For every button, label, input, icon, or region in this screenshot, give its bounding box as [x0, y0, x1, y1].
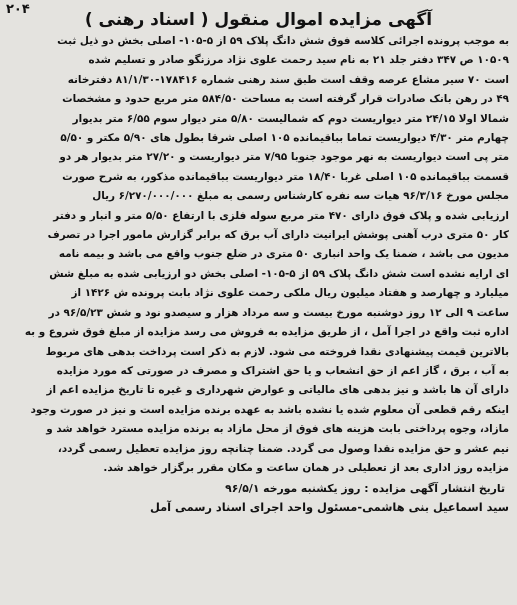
body-line: کار ۵۰ متری درب آهنی پوشش ایرانیت دارای آب برق که برابر گزارش مامور اجرا در تصرف [47, 229, 509, 242]
body-line: است ۷۰ سیر مشاع عرصه وقف است طبق سند رهنی شماره ۱۷۸۴۱۶-۸۱/۱/۳۰ دفترخانه [67, 73, 509, 86]
body-line: مازاد، وجوه پرداختی بابت هزینه های فوق از محل مازاد به برنده مزایده مسترد خواهد شد و [46, 423, 509, 436]
notice-footer [8, 479, 509, 517]
signature: سید اسماعیل بنی هاشمی-مسئول واحد اجرای اسناد رسمی آمل [149, 500, 509, 515]
notice-title: آگهی مزایده اموال منقول ( اسناد رهنی ) [84, 10, 433, 30]
body-line: مجلس مورخ ۹۶/۳/۱۶ هیات سه نفره کارشناس رسمی به مبلغ ۶/۲۷۰/۰۰۰/۰۰۰ ریال [92, 190, 509, 203]
body-line: میلیارد و چهارصد و هفتاد میلیون ریال ملکی رحمت علوی نژاد بابت پرونده ش ۱۴۲۶ از [71, 287, 509, 300]
body-line: مزایده روز اداری بعد از تعطیلی در همان ساعت و مکان مقرر برگزار خواهد شد. [103, 461, 509, 474]
body-line: اینکه رقم قطعی آن معلوم شده یا نشده باشد به عهده برنده مزایده است و نیز در صورت وجود [30, 403, 509, 416]
body-line: مدیون می باشد ، ضمنا یک واحد انباری ۵۰ متری در ضلع جنوب واقع می باشد و بیمه نامه [58, 248, 509, 261]
body-line: شمالا اولا ۲۴/۱۵ متر دیواریست دوم که شمالیست ۵/۸۰ متر دیوار سوم ۶/۵۵ متر بدیوار [72, 112, 509, 125]
body-line: ۴۹ در رهن بانک صادرات قرار گرفته است به مساحت ۵۸۴/۵۰ متر مربع حدود و مشخصات [62, 93, 509, 106]
body-line: ای ارایه نشده است شش دانگ پلاک ۵۹ از ۵-۱۰۵- اصلی بخش دو ارزیابی شده به مبلغ شش [49, 267, 509, 280]
publication-date: تاریخ انتشار آگهی مزایده : روز یکشنبه مورخه ۹۶/۵/۱ [225, 482, 505, 496]
body-line: چهارم متر ۴/۳۰ دیواریست تماما بباقیمانده ۱۰۵ اصلی شرقا بطول های ۵/۹۰ مکتر و ۵/۵۰ [60, 132, 509, 145]
notice-body [8, 32, 509, 478]
body-line: بالاترین قیمت پیشنهادی نقدا فروخته می شود. لازم به ذکر است پرداخت بدهی های مربوط [45, 345, 509, 358]
body-line: به موجب پرونده اجرائی کلاسه فوق شش دانگ پلاک ۵۹ از ۵-۱۰۵- اصلی بخش دو ذیل ثبت [57, 35, 509, 47]
body-line: متر پی است دیواریست به نهر موجود جنوبا ۷/۹۵ متر دیواریست و ۲۷/۲۰ متر بدیوار هر دو [59, 151, 509, 164]
body-line: اداره ثبت واقع در اجرا آمل ، از طریق مزایده به فروش می رسد مزایده از مبلغ فوق شروع و به [24, 326, 509, 339]
body-line: ساعت ۹ الی ۱۲ روز دوشنبه مورخ بیست و سه مرداد هزار و سیصدو نود و شش ۹۶/۵/۲۳ در [48, 306, 509, 319]
page-number: ۲۰۴ [6, 2, 30, 17]
body-line: به آب ، برق ، گاز اعم از حق انشعاب و یا حق اشتراک و مصرف در صورتی که مورد مزایده [56, 364, 509, 377]
body-line: ۱۰۵۰۹ ص ۳۴۷ دفتر جلد ۲۱ به نام سید رحمت علوی نژاد مرزنگو صادر و تسلیم شده [88, 54, 509, 67]
body-line: نیم عشر و حق مزایده نقدا وصول می گردد. ضمنا چنانچه روز مزایده تعطیل رسمی گردد، [57, 442, 509, 455]
body-line: دارای آن ها باشد و نیز بدهی های مالیاتی و عوارض شهرداری و غیره تا تاریخ مزایده اعم از [46, 384, 509, 397]
body-line: ارزیابی شده و پلاک فوق دارای ۴۷۰ متر مربع سوله فلزی با ارتفاع ۵/۵۰ متر و انبار و دفتر [53, 209, 509, 222]
body-line: قسمت بباقیمانده ۱۰۵ اصلی غربا ۱۸/۴۰ متر دیواریست بباقیمانده مذکور، به شرح صورت [62, 170, 509, 183]
